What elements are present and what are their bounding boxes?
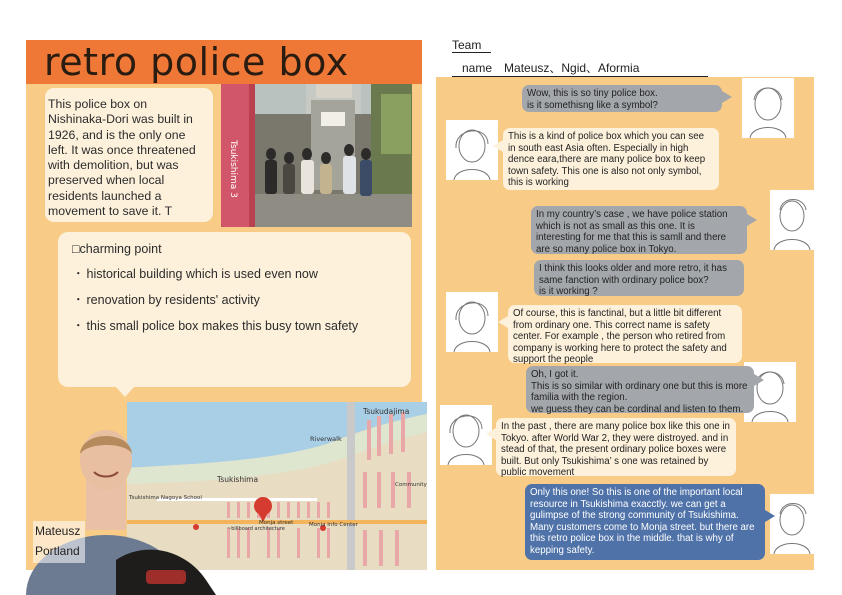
map-label-info-center: Monja Info Center [309,522,358,528]
mateusz-photo [26,420,216,595]
bubble-tail [747,214,757,226]
charm-heading: □charming point [72,242,162,256]
dialogue-bubble: Wow, this is so tiny police box. is it somethisng like a symbol? [522,85,722,112]
speaker-face-icon [770,494,822,554]
dialogue-bubble: Of course, this is fanctinal, but a little bit different from ordinary one. This correct name is safety center. For example , the person who retired from company is working here to protect the safety and support the people [508,305,742,363]
charm-point: ・ historical building which is used even now [72,264,397,282]
map-label-riverwalk: Riverwalk [310,435,342,443]
dialogue-bubble: I think this looks older and more retro, it has same fanction with ordinary police box? is it working ? [534,260,744,296]
street-photo-illustration [221,84,412,227]
poster-title: retro police box [44,40,349,84]
person-illustration [26,420,216,595]
map-label-community: Community [395,482,427,488]
speaker-face-icon [742,78,794,138]
dialogue-bubble: This is a kind of police box which you can see in south east Asia often. Especially in high dence eara,there are many police box to keep town safety. This one is also not only symbol, this is working [503,128,719,190]
team-names: name Mateusz、Ngid、Aformia [452,59,708,77]
dialogue-bubble: In my country’s case , we have police station which is not as small as this one. It is interesting for me that this is samll and there are so many police box in Tokyo. [531,206,747,254]
bubble-tail [486,428,496,440]
police-box-street-photo [221,84,412,227]
guide-face-icon [440,405,492,465]
dialogue-bubble: Only this one! So this is one of the important local resource in Tsukishima exacctly. we can get a gulimpse of the strong community of Tsukishima. Many customers come to Monja street. but there are this retro police box in the middle. that is why of kepping safety. [525,484,765,560]
speaker-face-icon [770,190,822,250]
charm-point-list [72,264,397,334]
dialogue-bubble: Oh, I got it. This is so similar with ordinary one but this is more familia with the region. we guess they can be cordinal and listen to them. [526,366,754,413]
police-box-sign: Tsukishima 3 [228,140,238,198]
dialogue-bubble: In the past , there are many police box like this one in Tokyo. after World War 2, they were distroyed. and in stead of that, the present ordinary police boxes were built. But only Tsukishima’ s one was retained by public movement [496,418,736,476]
caption-place: Portland [35,544,80,558]
map-label-tsukudajima: Tsukudajima [363,407,410,416]
caption-name: Mateusz [35,524,81,538]
bubble-tail [498,316,508,328]
bubble-tail [493,140,503,152]
photo-caption [33,521,85,563]
guide-face-icon [446,292,498,352]
map-label-tsukishima: Tsukishima [217,475,259,484]
charming-points-box [58,232,411,387]
map-label-monja-street: Monja street [259,520,294,526]
charm-box-tail [115,386,135,397]
bubble-tail [754,374,764,386]
charm-point: ・ renovation by residents' activity [72,290,397,308]
bubble-tail [765,510,775,522]
bubble-tail [722,91,732,103]
map-label-billboard: ~billboard architecture [227,526,285,532]
intro-text-box: This police box on Nishinaka-Dori was built in 1926, and is the only one left. It was once threatened with demolition, but was preserved when local residents launched a movement to save it. T [45,88,213,222]
map-label-school: Tsukishima Nagoya School [129,495,202,501]
charm-point: ・ this small police box makes this busy town safety [72,316,397,334]
team-label: Team [452,38,491,53]
guide-face-icon [446,120,498,180]
